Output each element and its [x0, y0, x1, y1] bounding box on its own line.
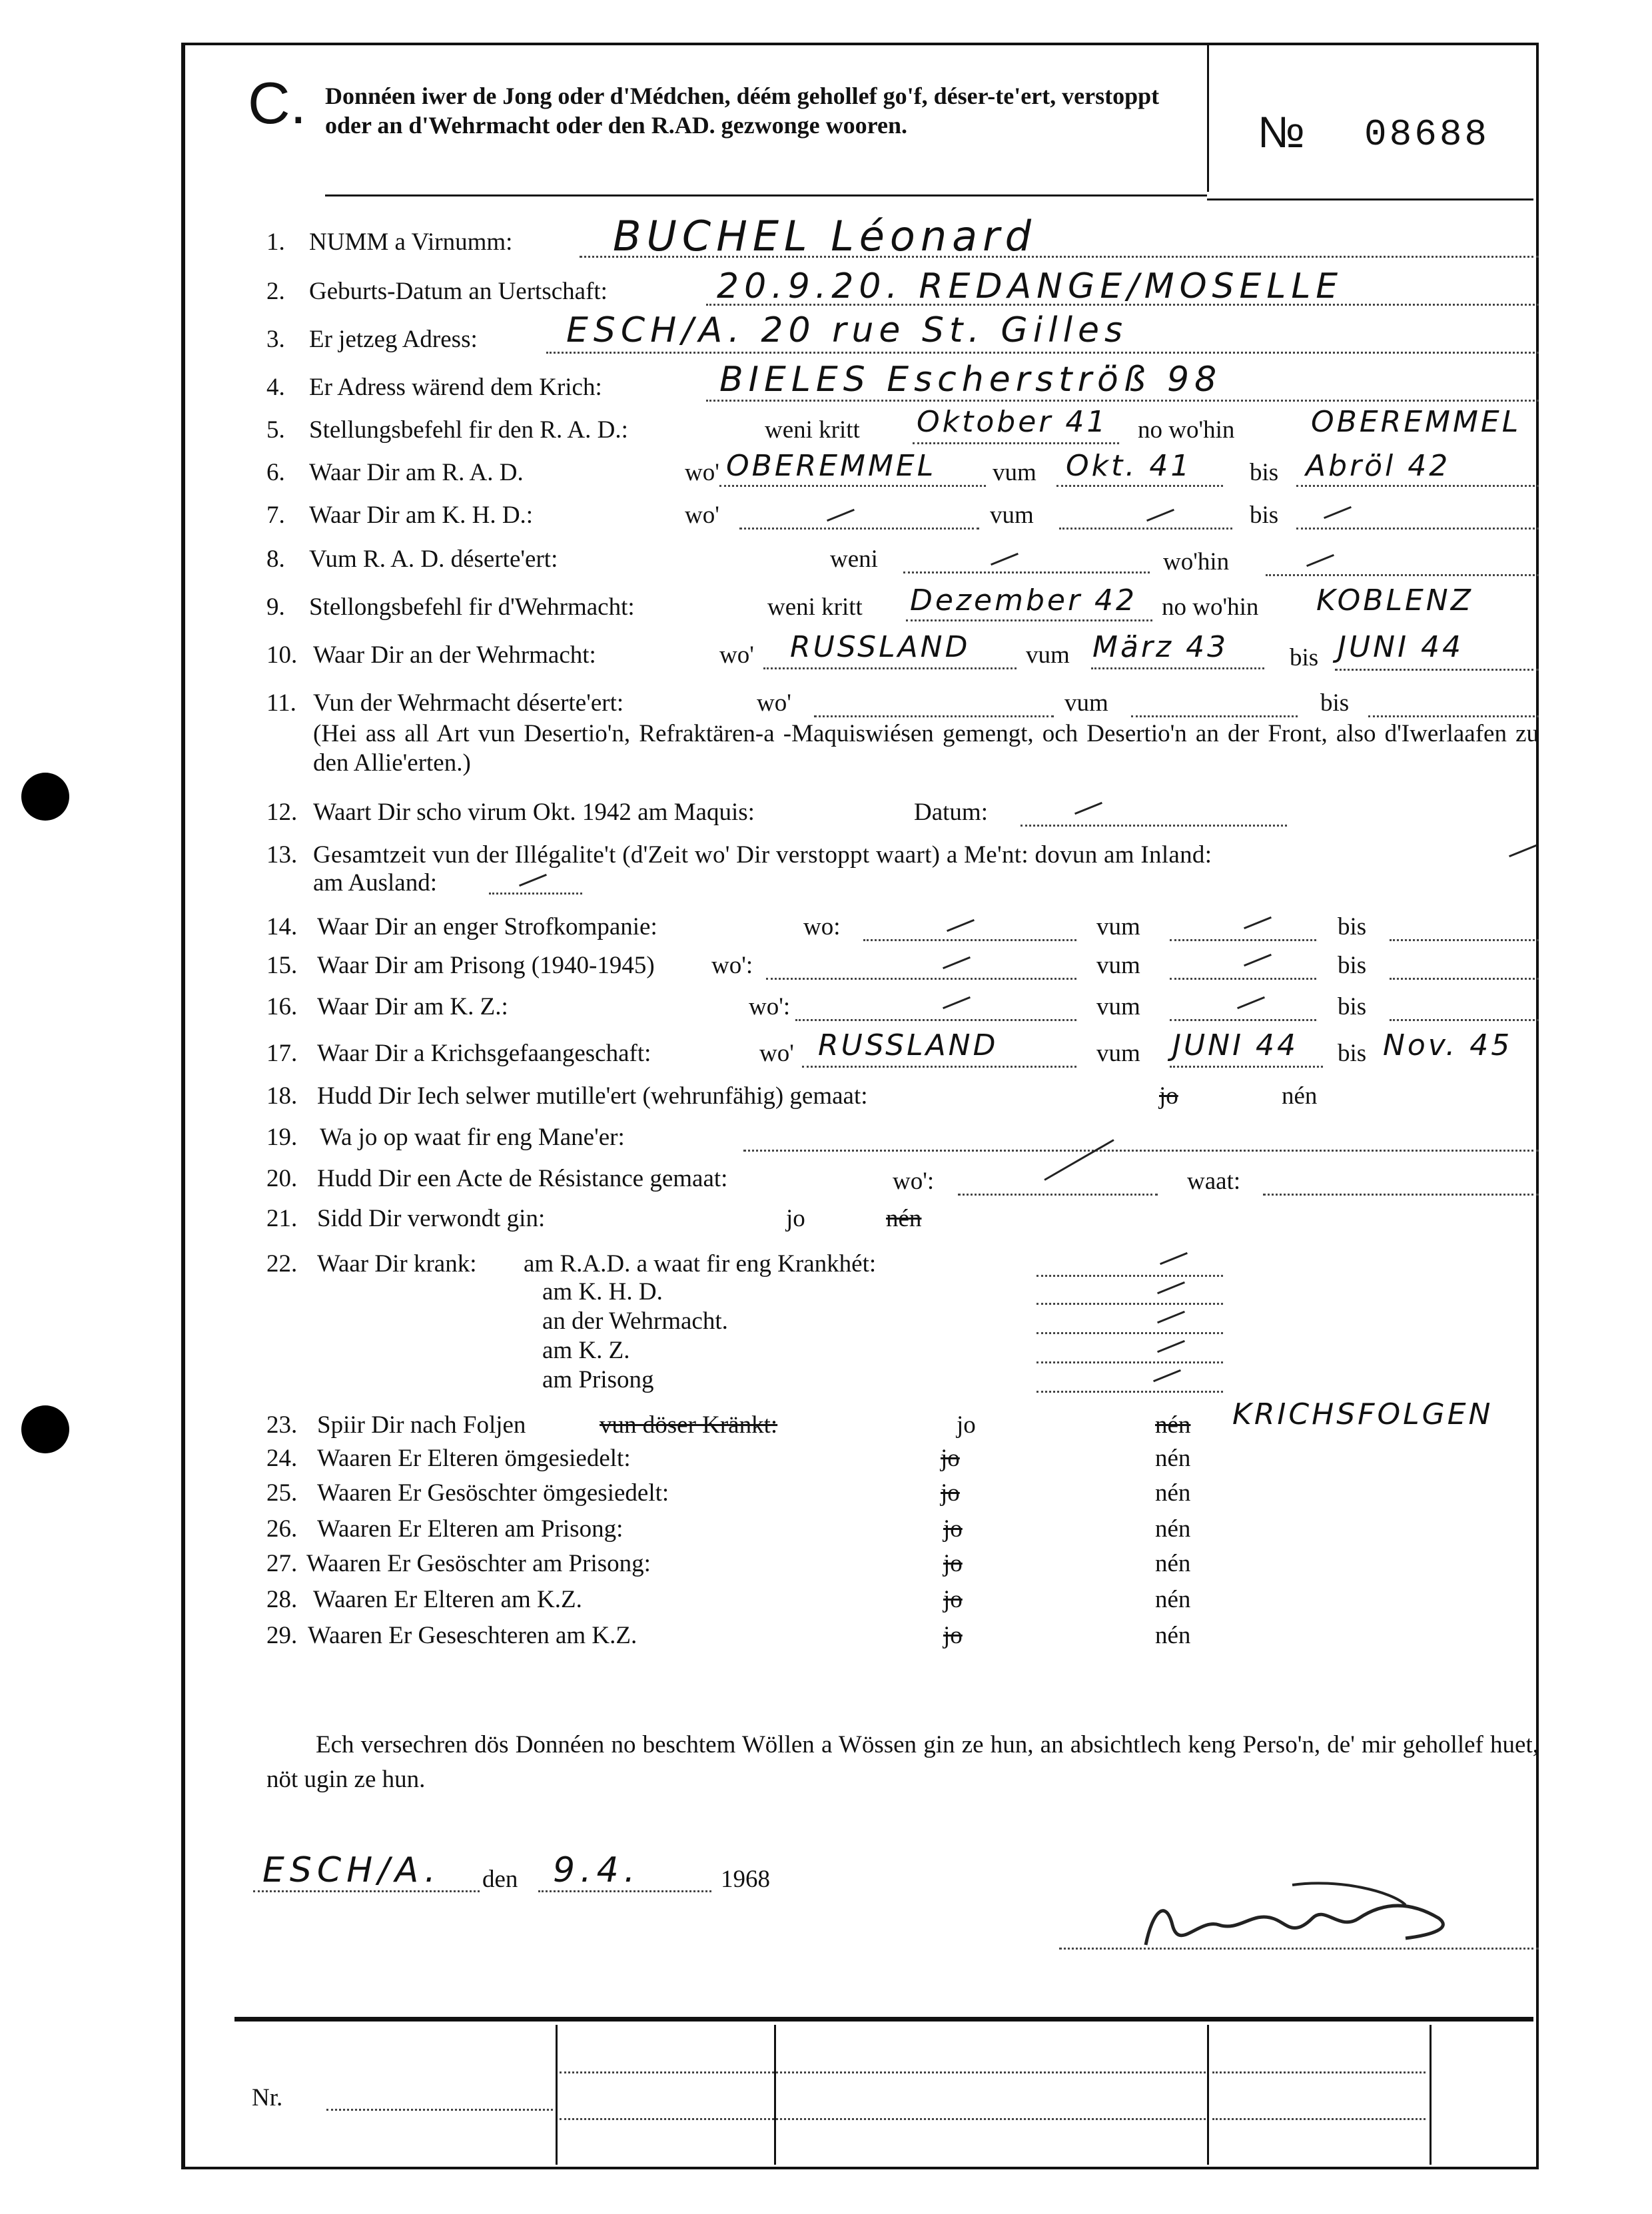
row-label: Waaren Er Elteren am Prisong: [317, 1515, 623, 1543]
fill-line [1170, 939, 1316, 941]
jo-option[interactable]: jo [943, 1622, 963, 1649]
fill-line [863, 939, 1076, 941]
row-label: Waaren Er Gesöschter am Prisong: [306, 1550, 651, 1577]
weni-label: weni kritt [767, 593, 863, 621]
nr-field[interactable] [326, 2109, 553, 2111]
signoff-date[interactable]: 9.4. [553, 1850, 641, 1890]
nen-option[interactable]: nén [1155, 1479, 1191, 1507]
wohin-label: wo'hin [1163, 548, 1230, 575]
vum-label: vum [1096, 913, 1140, 940]
fill-line [1170, 978, 1316, 980]
declaration-text: Ech versechren dös Donnéen no beschtem Wöllen a Wössen gin ze hun, an absichtlech keng Perso'n, de' mir gehollef huet, nöt ugin ze hun. [266, 1731, 1539, 1793]
wo-label: wo': [893, 1168, 935, 1195]
vum-label: vum [1096, 1040, 1140, 1067]
sick-prisong-label: am Prisong [542, 1366, 654, 1393]
nen-option[interactable]: nén [886, 1205, 922, 1232]
row-label: Waar Dir am K. Z.: [317, 993, 508, 1020]
row-label: Waaren Er Elteren am K.Z. [313, 1586, 582, 1613]
birth-value[interactable]: 20.9.20. REDANGE/MOSELLE [717, 266, 1344, 306]
section-letter: C. [248, 70, 306, 136]
fill-line [1212, 2118, 1426, 2120]
row-label: Hudd Dir een Acte de Résistance gemaat: [317, 1165, 728, 1192]
wo-value[interactable]: RUSSLAND [790, 630, 971, 664]
row-num: 14. [266, 913, 298, 940]
header-underline [1207, 198, 1533, 200]
fill-line [1170, 1066, 1323, 1068]
fill-line [1059, 528, 1232, 530]
fill-line [1266, 574, 1539, 576]
nen-option[interactable]: nén [1282, 1082, 1318, 1110]
bis-label: bis [1338, 1040, 1367, 1067]
bis-value[interactable]: Abröl 42 [1306, 449, 1451, 483]
fill-line [795, 1019, 1076, 1021]
vum-value[interactable]: März 43 [1092, 630, 1229, 664]
row-label: Waar Dir an der Wehrmacht: [313, 641, 596, 669]
wo-label: wo' [685, 502, 719, 529]
bis-label: bis [1338, 952, 1367, 979]
fill-line [1036, 1275, 1223, 1277]
fill-line [1390, 978, 1539, 980]
jo-option[interactable]: jo [943, 1550, 963, 1577]
jo-option[interactable]: jo [786, 1205, 805, 1232]
wo-label: wo' [757, 689, 791, 717]
vum-label: vum [1064, 689, 1108, 717]
wohin-label: no wo'hin [1162, 593, 1259, 621]
row-label: Stellungsbefehl fir den R. A. D.: [309, 416, 628, 444]
row-num: 23. [266, 1411, 298, 1439]
fill-line [546, 352, 1539, 354]
row-num: 8. [266, 546, 285, 573]
bis-label: bis [1320, 689, 1350, 717]
fill-line [538, 1890, 711, 1892]
row-num: 24. [266, 1445, 298, 1472]
bis-label: bis [1338, 913, 1367, 940]
row-num: 17. [266, 1040, 298, 1067]
fill-line [560, 2118, 1206, 2120]
row-num: 11. [266, 689, 296, 717]
row-label: Waart Dir scho virum Okt. 1942 am Maquis: [313, 799, 755, 826]
jo-option[interactable]: jo [957, 1411, 976, 1439]
fill-line [1036, 1361, 1223, 1363]
row-num: 16. [266, 993, 298, 1020]
header-bottom-line [325, 194, 1207, 196]
row-num: 19. [266, 1124, 298, 1151]
bis-value[interactable]: Nov. 45 [1383, 1028, 1513, 1062]
signoff-year: 1968 [721, 1866, 770, 1893]
wo-label: wo' [685, 459, 719, 486]
wo-label: wo': [711, 952, 753, 979]
row-num: 25. [266, 1479, 298, 1507]
row-label: Geburts-Datum an Uertschaft: [309, 278, 608, 305]
row-label: Er Adress wärend dem Krich: [309, 374, 602, 401]
punch-hole [21, 1405, 69, 1453]
vum-label: vum [1096, 993, 1140, 1020]
row-num: 28. [266, 1586, 298, 1613]
fill-line [706, 400, 1539, 402]
row-label: Waar Dir am K. H. D.: [309, 502, 534, 529]
nen-option[interactable]: nén [1155, 1622, 1191, 1649]
fill-line [1036, 1332, 1223, 1334]
fill-line [1021, 825, 1287, 827]
row-num: 9. [266, 593, 285, 621]
footer-cell-divider [1207, 2025, 1209, 2165]
sick-khd-label: am K. H. D. [542, 1278, 663, 1305]
name-value[interactable]: BUCHEL Léonard [613, 212, 1037, 260]
header-separator [1207, 43, 1209, 192]
fill-line [1296, 528, 1539, 530]
consequence-value[interactable]: KRICHSFOLGEN [1232, 1397, 1493, 1431]
row-num: 21. [266, 1205, 298, 1232]
fill-line [1263, 1194, 1539, 1196]
bis-label: bis [1250, 502, 1279, 529]
sick-kz-label: am K. Z. [542, 1337, 630, 1364]
vum-value[interactable]: JUNI 44 [1172, 1028, 1299, 1062]
fill-line [1390, 1019, 1539, 1021]
row-label: Waar Dir an enger Strofkompanie: [317, 913, 657, 940]
row-label: Er jetzeg Adress: [309, 326, 478, 353]
bis-value[interactable]: JUNI 44 [1338, 630, 1464, 664]
row-label: Waaren Er Gesöschter ömgesiedelt: [317, 1479, 669, 1507]
fill-line [1170, 1019, 1316, 1021]
row-num: 13. [266, 841, 298, 869]
fill-line [903, 571, 1150, 573]
row-label: Hudd Dir Iech selwer mutille'ert (wehrunfähig) gemaat: [317, 1082, 868, 1110]
row-label: Vum R. A. D. déserte'ert: [309, 546, 558, 573]
row-label-2: am Ausland: [313, 869, 438, 897]
fill-line [1212, 2071, 1426, 2073]
fill-line [1335, 669, 1539, 671]
bis-label: bis [1338, 993, 1367, 1020]
row-num: 20. [266, 1165, 298, 1192]
wohin-label: no wo'hin [1138, 416, 1235, 444]
form-title: Donnéen iwer de Jong oder d'Médchen, déém gehollef go'f, déser-te'ert, verstoppt oder an d'Wehrmacht oder den R.AD. gezwonge wooren. [325, 83, 1160, 139]
nen-option[interactable]: nén [1155, 1411, 1191, 1439]
fill-line [766, 978, 1076, 980]
row-label-struck: vun döser Kränkt: [600, 1411, 778, 1439]
punch-hole [21, 773, 69, 821]
row-num: 1. [266, 228, 285, 256]
desertion-note: (Hei ass all Art vun Desertio'n, Refraktären-a -Maquiswiésen gemengt, och Desertio'n an der Front, also d'Iwerlaafen zu den Allie'erten.) [313, 720, 1539, 777]
fill-line [913, 442, 1119, 444]
row-num: 18. [266, 1082, 298, 1110]
fill-line [1131, 715, 1298, 717]
row-num: 5. [266, 416, 285, 444]
row-label: Vun der Wehrmacht déserte'ert: [313, 689, 624, 717]
fill-line [253, 1890, 480, 1892]
row-num: 26. [266, 1515, 298, 1543]
weni-value[interactable]: Dezember 42 [910, 583, 1138, 617]
row-num: 15. [266, 952, 298, 979]
fill-line [958, 1194, 1158, 1196]
fill-line [719, 485, 986, 487]
bis-label: bis [1290, 644, 1319, 671]
footer-cell-divider [556, 2025, 558, 2165]
fill-line [763, 667, 1017, 669]
fill-line [489, 893, 582, 895]
vum-label: vum [993, 459, 1036, 486]
fill-line [1056, 485, 1223, 487]
jo-option[interactable]: jo [943, 1586, 963, 1613]
signature-text [1152, 1905, 1292, 1952]
wo-value[interactable]: RUSSLAND [818, 1028, 999, 1062]
vum-label: vum [1026, 641, 1070, 669]
footer-cell-divider [1430, 2025, 1432, 2165]
datum-label: Datum: [914, 799, 988, 826]
row-label: Waar Dir am R. A. D. [309, 459, 524, 486]
fill-line [743, 1150, 1539, 1152]
row-label: Spiir Dir nach Foljen [317, 1411, 526, 1439]
nr-label: Nr. [252, 2084, 283, 2111]
sick-rad-label: am R.A.D. a waat fir eng Krankhét: [524, 1250, 877, 1278]
jo-option[interactable]: jo [941, 1445, 960, 1472]
fill-line [1036, 1303, 1223, 1305]
row-num: 29. [266, 1622, 298, 1649]
fill-line [739, 528, 979, 530]
vum-label: vum [1096, 952, 1140, 979]
row-num: 22. [266, 1250, 298, 1278]
fill-line [1091, 667, 1264, 669]
nen-option[interactable]: nén [1155, 1515, 1191, 1543]
row-label: Waar Dir a Krichsgefaangeschaft: [317, 1040, 651, 1067]
fill-line [1296, 485, 1539, 487]
row-num: 4. [266, 374, 285, 401]
fill-line [1368, 715, 1539, 717]
row-label: Stellongsbefehl fir d'Wehrmacht: [309, 593, 635, 621]
row-label: Waaren Er Elteren ömgesiedelt: [317, 1445, 631, 1472]
form-frame-shadow [181, 43, 185, 2167]
row-num: 12. [266, 799, 298, 826]
weni-label: weni kritt [765, 416, 860, 444]
waat-label: waat: [1187, 1168, 1241, 1195]
wo-value[interactable]: OBEREMMEL [726, 449, 937, 483]
row-num: 2. [266, 278, 285, 305]
den-label: den [482, 1866, 518, 1893]
fill-line [802, 1066, 1076, 1068]
row-label: Gesamtzeit vun der Illégalite't (d'Zeit wo' Dir verstoppt waart) a Me'nt: dovun am Inland: [313, 841, 1212, 869]
nen-option[interactable]: nén [1155, 1445, 1191, 1472]
nen-option[interactable]: nén [1155, 1550, 1191, 1577]
row-label: Waar Dir am Prisong (1940-1945) [317, 952, 655, 979]
row-label: Wa jo op waat fir eng Mane'er: [320, 1124, 625, 1151]
row-num: 7. [266, 502, 285, 529]
fill-line [906, 619, 1152, 621]
fill-line [1036, 1391, 1223, 1393]
jo-option[interactable]: jo [943, 1515, 963, 1543]
number-label: № [1258, 107, 1305, 157]
fill-line [560, 2071, 1206, 2073]
wo-label: wo': [749, 993, 791, 1020]
wohin-value[interactable]: KOBLENZ [1316, 583, 1473, 617]
wo-label: wo' [719, 641, 754, 669]
wohin-value[interactable]: OBEREMMEL [1311, 405, 1521, 439]
vum-label: vum [990, 502, 1034, 529]
footer-top-line [234, 2017, 1533, 2022]
weni-value[interactable]: Oktober 41 [917, 405, 1108, 439]
weni-label: weni [830, 546, 878, 573]
row-num: 27. [266, 1550, 298, 1577]
bis-label: bis [1250, 459, 1279, 486]
address-value[interactable]: ESCH/A. 20 rue St. Gilles [566, 310, 1128, 350]
jo-option[interactable]: jo [941, 1479, 960, 1507]
fill-line [1390, 939, 1539, 941]
row-label: Waar Dir krank: [317, 1250, 477, 1278]
signoff-place[interactable]: ESCH/A. [262, 1850, 441, 1890]
row-label: Sidd Dir verwondt gin: [317, 1205, 546, 1232]
row-num: 3. [266, 326, 285, 353]
row-label: NUMM a Virnumm: [309, 228, 513, 256]
footer-cell-divider [774, 2025, 776, 2165]
row-num: 10. [266, 641, 298, 669]
wo-label: wo' [759, 1040, 794, 1067]
fill-line [814, 715, 1054, 717]
sick-wehrmacht-label: an der Wehrmacht. [542, 1307, 728, 1335]
nen-option[interactable]: nén [1155, 1586, 1191, 1613]
war-address-value[interactable]: BIELES Escherströß 98 [719, 360, 1222, 400]
row-num: 6. [266, 459, 285, 486]
row-label: Waaren Er Geseschteren am K.Z. [308, 1622, 637, 1649]
wo-label: wo: [803, 913, 841, 940]
vum-value[interactable]: Okt. 41 [1066, 449, 1192, 483]
jo-option[interactable]: jo [1159, 1082, 1178, 1110]
form-number: 08688 [1364, 113, 1490, 156]
